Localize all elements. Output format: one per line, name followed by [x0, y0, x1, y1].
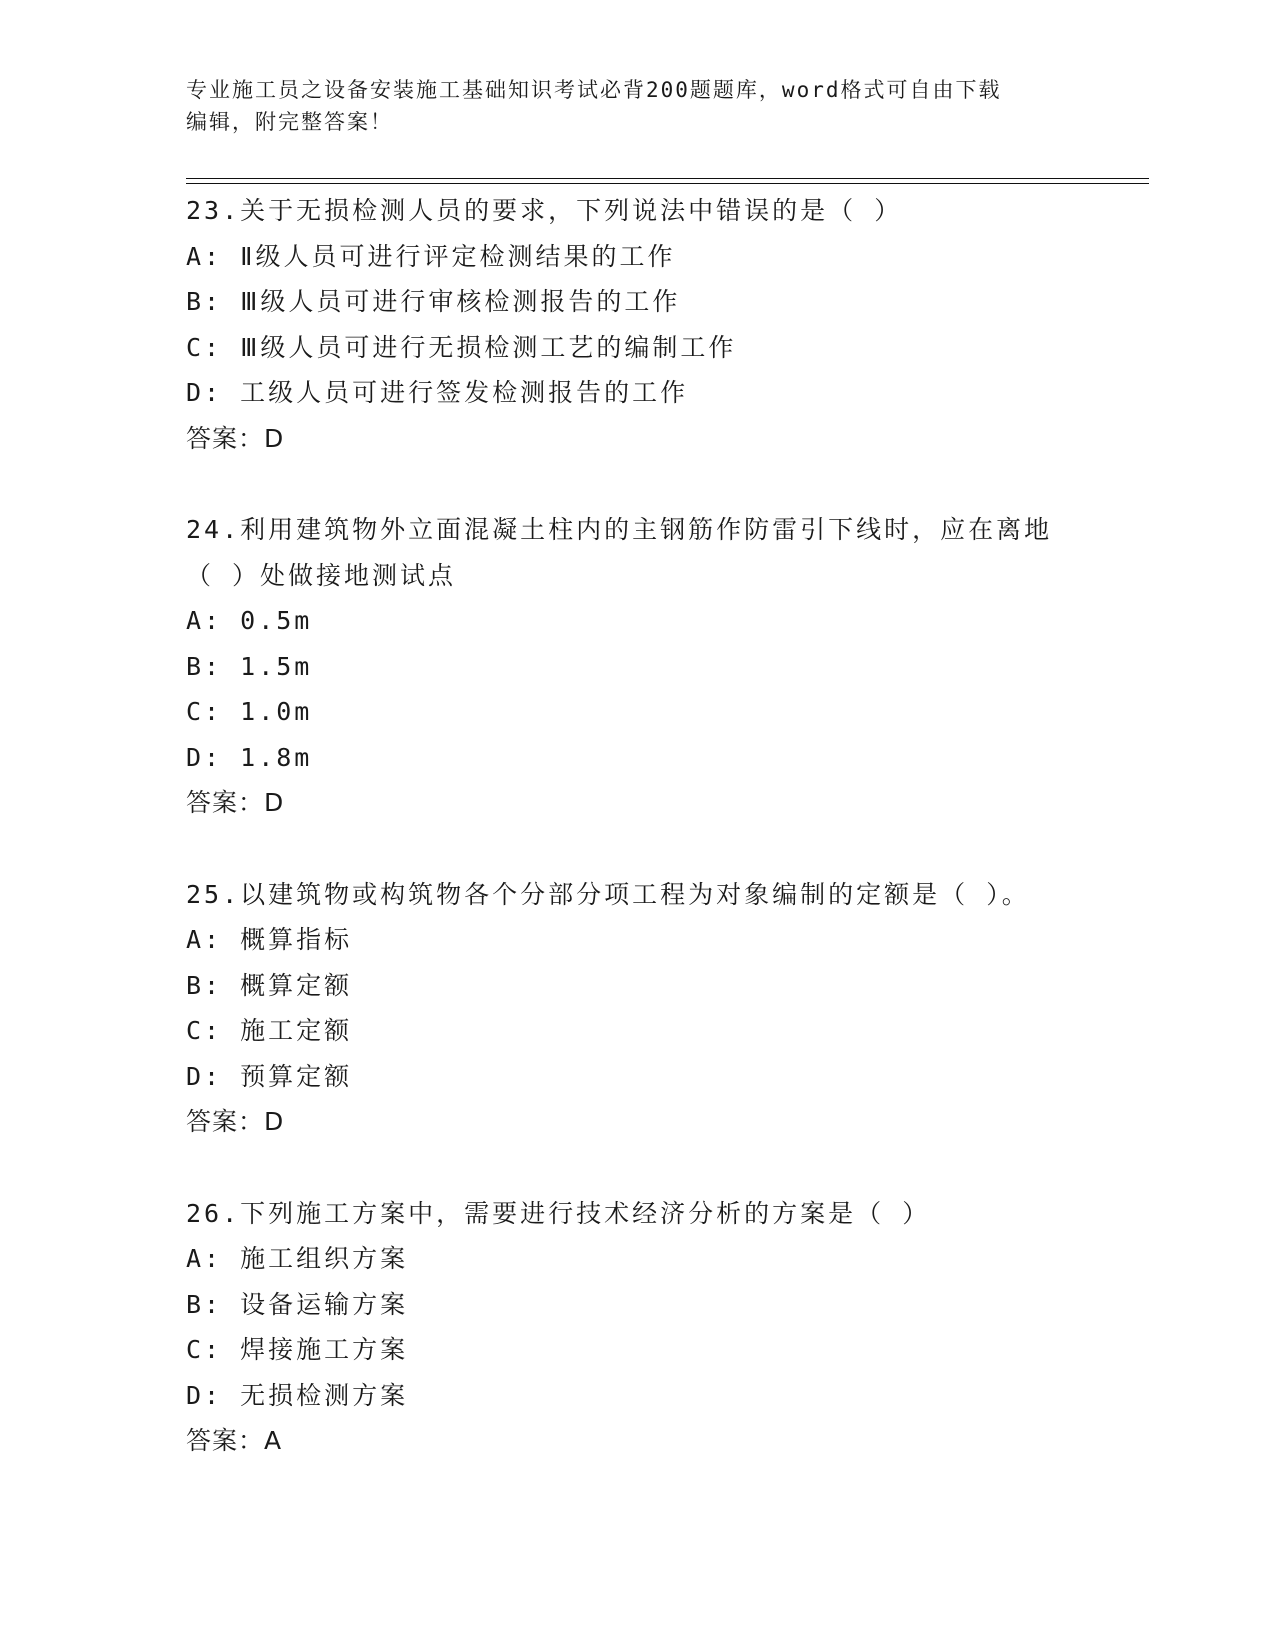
question-24 [186, 507, 1086, 826]
option-b: B: 1.5m [186, 651, 313, 681]
option-a: A: 0.5m [186, 606, 313, 635]
option-b: B: 设备运输方案 [186, 1289, 409, 1319]
option-c: C: Ⅲ级人员可进行无损检测工艺的编制工作 [186, 332, 737, 362]
header-line-1: 专业施工员之设备安装施工基础知识考试必背200题题库，word格式可自由下载 [186, 78, 1002, 102]
option-d: D: 预算定额 [186, 1061, 353, 1091]
question-stem: 26.下列施工方案中，需要进行技术经济分析的方案是（ ） [186, 1198, 931, 1228]
question-25 [186, 872, 1086, 1145]
question-stem-line-2: （ ）处做接地测试点 [186, 560, 457, 590]
option-b: B: 概算定额 [186, 970, 353, 1000]
option-c: C: 施工定额 [186, 1016, 353, 1045]
header-line-2: 编辑，附完整答案！ [186, 110, 393, 134]
option-a: A: 概算指标 [186, 925, 353, 954]
question-26 [186, 1191, 1086, 1464]
option-c: C: 1.0m [186, 697, 313, 726]
option-c: C: 焊接施工方案 [186, 1335, 409, 1364]
answer-label: 答案：D [186, 1107, 285, 1136]
option-d: D: 无损检测方案 [186, 1380, 409, 1410]
question-stem: 25.以建筑物或构筑物各个分部分项工程为对象编制的定额是（ ）。 [186, 879, 1030, 909]
option-a: A: 施工组织方案 [186, 1244, 409, 1273]
header-divider-top [186, 178, 1149, 179]
answer-label: 答案：D [186, 423, 285, 453]
option-d: D: 1.8m [186, 742, 313, 772]
answer-label: 答案：D [186, 788, 285, 817]
option-a: A: Ⅱ级人员可进行评定检测结果的工作 [186, 241, 676, 271]
answer-label: 答案：A [186, 1426, 283, 1455]
option-d: D: 工级人员可进行签发检测报告的工作 [186, 378, 689, 407]
question-list [186, 188, 1086, 1510]
question-stem-line-1: 24.利用建筑物外立面混凝土柱内的主钢筋作防雷引下线时，应在离地 [186, 515, 1053, 544]
option-b: B: Ⅲ级人员可进行审核检测报告的工作 [186, 287, 681, 316]
question-23 [186, 188, 1086, 461]
question-stem: 23.关于无损检测人员的要求，下列说法中错误的是（ ） [186, 196, 903, 225]
document-header [186, 74, 1066, 138]
header-divider-bottom [186, 183, 1149, 184]
